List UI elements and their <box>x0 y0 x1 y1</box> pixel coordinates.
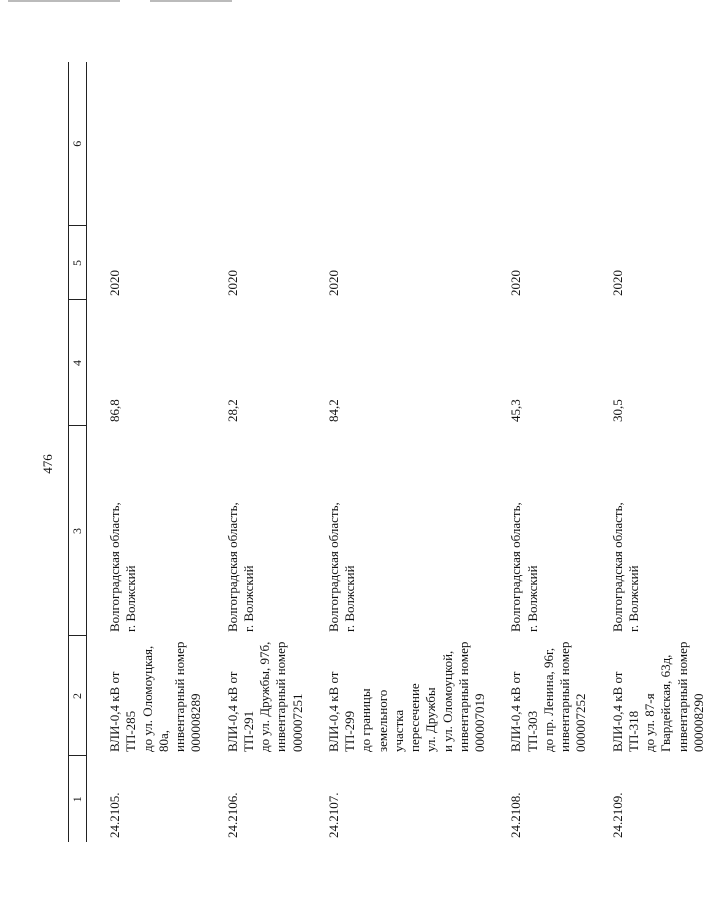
row-spacer <box>590 62 610 842</box>
object-address <box>610 426 707 636</box>
object-name-line: ВЛИ-0,4 кВ от ТП-299 <box>325 671 357 752</box>
commission-year: 2020 <box>107 270 122 296</box>
object-name-line: 000007019 <box>472 693 487 752</box>
object-name-line: ВЛИ-0,4 кВ от ТП-291 <box>224 671 256 752</box>
column-header: 1 <box>69 756 87 842</box>
object-name-line: до ул. Оломоуцкая, 80а, <box>139 645 171 752</box>
object-name-line: инвентарный номер <box>172 641 187 752</box>
object-address-line: Волгоградская область, <box>107 502 122 632</box>
object-address-line: г. Волжский <box>240 565 256 632</box>
object-name <box>610 636 707 756</box>
row-spacer <box>488 62 508 842</box>
table-header <box>69 62 87 842</box>
column-number-row <box>69 62 87 842</box>
spacer-cell <box>87 62 108 842</box>
extra-info <box>610 62 707 226</box>
object-name-line: до границы земельного <box>358 688 390 752</box>
extra-info <box>326 62 489 226</box>
object-name-line: инвентарный номер <box>674 641 690 752</box>
column-header: 6 <box>69 62 87 226</box>
row-spacer <box>205 62 225 842</box>
commission-year: 2020 <box>325 270 341 296</box>
object-name-line: ул. Дружбы <box>423 687 439 752</box>
extra-info <box>508 62 589 226</box>
line-length: 28,2 <box>224 399 240 422</box>
commission-year: 2020 <box>224 270 240 296</box>
object-address-line: г. Волжский <box>625 565 641 632</box>
object-name-line: участка пересечение <box>390 683 422 752</box>
line-length: 84,2 <box>325 399 341 422</box>
registry-table <box>68 62 707 842</box>
scan-mark-right <box>150 0 232 2</box>
object-address <box>107 426 205 636</box>
spacer-cell <box>205 62 225 842</box>
object-address <box>326 426 489 636</box>
object-name <box>326 636 489 756</box>
object-address-line: Волгоградская область, <box>224 502 240 632</box>
object-address-line: Волгоградская область, <box>609 502 625 632</box>
commission-year: 2020 <box>609 270 625 296</box>
object-address-line: Волгоградская область, <box>325 502 341 632</box>
object-name-line: инвентарный номер <box>455 641 471 752</box>
object-address-line: г. Волжский <box>524 565 540 632</box>
line-length: 86,8 <box>107 399 122 422</box>
table-body <box>87 62 707 842</box>
row-spacer <box>87 62 108 842</box>
object-name-line: инвентарный номер <box>273 641 289 752</box>
object-name <box>508 636 589 756</box>
item-number: 24.2109. <box>609 792 625 838</box>
object-name-line: 000007252 <box>573 693 589 752</box>
object-address <box>508 426 589 636</box>
object-name-line: ВЛИ-0,4 кВ от ТП-318 <box>609 671 641 752</box>
table-row <box>610 62 707 842</box>
column-header: 3 <box>69 426 87 636</box>
extra-info <box>107 62 205 226</box>
item-number: 24.2106. <box>224 792 240 838</box>
line-length: 30,5 <box>609 399 625 422</box>
object-address-line: Волгоградская область, <box>508 502 524 632</box>
rotated-table-container <box>68 62 706 842</box>
object-address-line: г. Волжский <box>342 565 357 632</box>
commission-year: 2020 <box>508 270 524 296</box>
item-number: 24.2105. <box>107 792 122 838</box>
extra-info <box>225 62 306 226</box>
spacer-cell <box>590 62 610 842</box>
table-row <box>107 62 205 842</box>
object-name-line: 000007251 <box>289 693 305 752</box>
object-name <box>107 636 205 756</box>
object-name-line: ВЛИ-0,4 кВ от ТП-285 <box>107 671 139 752</box>
table-row <box>508 62 589 842</box>
row-spacer <box>306 62 326 842</box>
object-name-line: 000008289 <box>188 693 204 752</box>
object-name-line: до пр. Ленина, 96г, <box>540 647 556 752</box>
item-number: 24.2108. <box>508 792 524 838</box>
column-header: 5 <box>69 226 87 300</box>
spacer-cell <box>488 62 508 842</box>
object-address <box>225 426 306 636</box>
object-name-line: и ул. Оломоуцкой, <box>439 650 455 752</box>
page-number: 476 <box>40 454 55 474</box>
object-name-line: до ул. 87-я Гвардейская, 63д, <box>642 654 674 752</box>
column-header: 4 <box>69 300 87 426</box>
object-name-line: ВЛИ-0,4 кВ от ТП-303 <box>508 671 540 752</box>
line-length: 45,3 <box>508 399 524 422</box>
object-name-line: до ул. Дружбы, 97б, <box>257 641 272 752</box>
object-name-line: 000008290 <box>690 693 706 752</box>
object-name <box>225 636 306 756</box>
scan-mark-left <box>8 0 120 2</box>
object-address-line: г. Волжский <box>123 565 139 632</box>
item-number: 24.2107. <box>325 792 341 838</box>
column-header: 2 <box>69 636 87 756</box>
spacer-cell <box>306 62 326 842</box>
table-row <box>225 62 306 842</box>
table-row <box>326 62 489 842</box>
object-name-line: инвентарный номер <box>557 641 572 752</box>
